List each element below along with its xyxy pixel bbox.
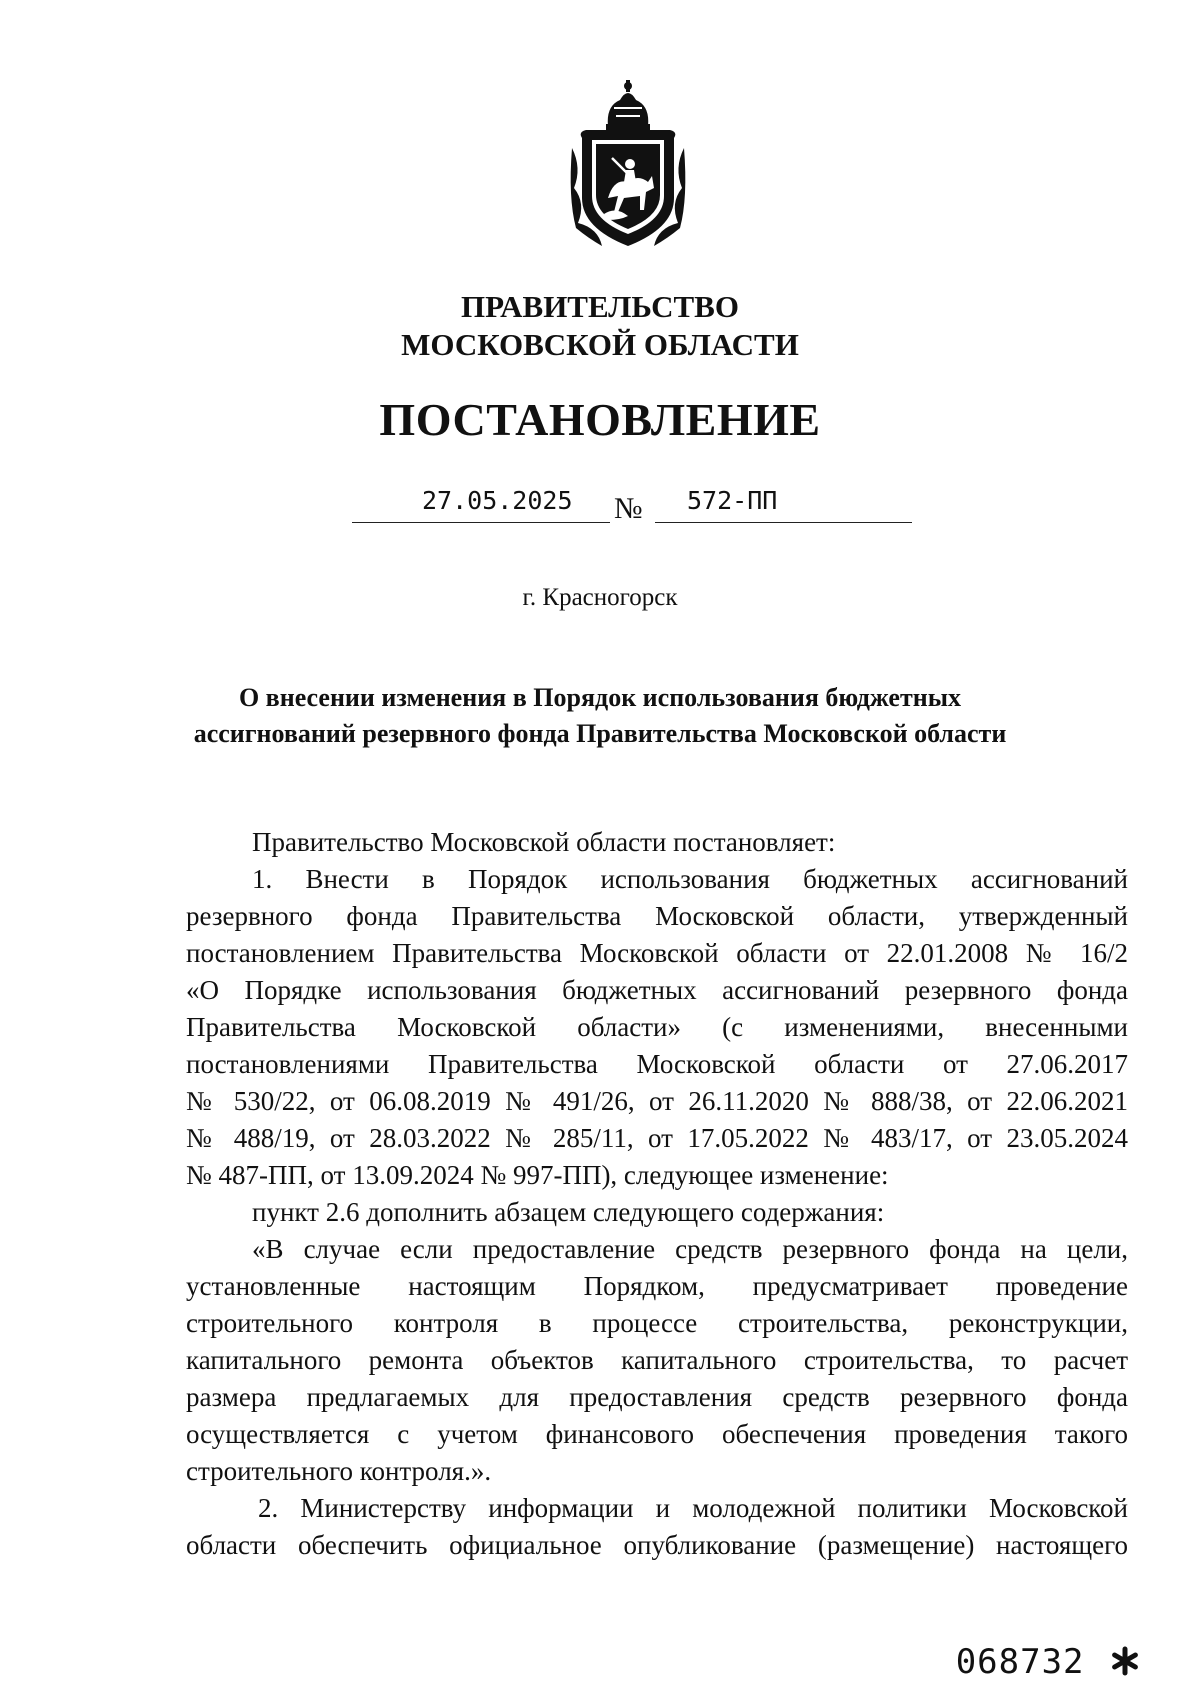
paragraph-line: резервного фонда Правительства Московской области, утвержденный [186, 901, 1128, 931]
document-type: ПОСТАНОВЛЕНИЕ [379, 394, 821, 445]
paragraph-line: № 530/22, от 06.08.2019 № 491/26, от 26.11.2020 № 888/38, от 22.06.2021 [186, 1086, 1128, 1116]
amendment-text [186, 1231, 1128, 1490]
paragraph-line: осуществляется с учетом финансового обеспечения проведения такого [186, 1419, 1128, 1449]
asterisk-icon [1110, 1646, 1140, 1676]
paragraph-line: капитального ремонта объектов капитального строительства, то расчет [186, 1345, 1128, 1375]
paragraph-line: строительного контроля в процессе строительства, реконструкции, [186, 1308, 1128, 1338]
serial-number [956, 1642, 1140, 1682]
title-line-1: О внесении изменения в Порядок использования бюджетных [238, 683, 962, 712]
preamble: Правительство Московской области постановляет: [252, 827, 836, 857]
serial-value: 068732 [955, 1642, 1085, 1682]
paragraph-line: 1. Внести в Порядок использования бюджетных ассигнований [252, 864, 1128, 894]
paragraph-line: установленные настоящим Порядком, предусматривает проведение [186, 1271, 1128, 1301]
paragraph-line: Правительства Московской области» (с изменениями, внесенными [186, 1012, 1128, 1042]
paragraph-line: 2. Министерству информации и молодежной политики Московской [258, 1493, 1128, 1523]
date-value: 27.05.2025 [422, 486, 573, 515]
paragraph-line: области обеспечить официальное опубликование (размещение) настоящего [186, 1530, 1128, 1560]
coat-of-arms-icon [568, 78, 688, 253]
paragraph-line: «О Порядке использования бюджетных ассигнований резервного фонда [186, 975, 1128, 1005]
paragraph-line: № 487-ПП, от 13.09.2024 № 997-ПП), следующее изменение: [186, 1160, 889, 1190]
document-body [186, 824, 1128, 1564]
date-field [352, 480, 610, 523]
paragraph-1 [186, 861, 1128, 1194]
number-field [655, 480, 912, 523]
registration-line [0, 480, 1200, 524]
paragraph-2 [186, 1490, 1128, 1564]
amendment-intro: пункт 2.6 дополнить абзацем следующего содержания: [252, 1197, 885, 1227]
paragraph-line: строительного контроля.». [186, 1456, 492, 1486]
paragraph-line: постановлениями Правительства Московской области от 27.06.2017 [186, 1049, 1128, 1079]
paragraph-line: «В случае если предоставление средств резервного фонда на цели, [252, 1234, 1128, 1264]
number-sign: № [614, 492, 643, 525]
issuer-name [0, 288, 1200, 364]
document-title [0, 680, 1200, 752]
paragraph-line: № 488/19, от 28.03.2022 № 285/11, от 17.05.2022 № 483/17, от 23.05.2024 [186, 1123, 1128, 1153]
number-value: 572-ПП [687, 486, 778, 515]
issuer-line-1: ПРАВИТЕЛЬСТВО [461, 289, 739, 324]
title-line-2: ассигнований резервного фонда Правительства Московской области [193, 719, 1007, 748]
paragraph-line: постановлением Правительства Московской области от 22.01.2008 № 16/2 [186, 938, 1128, 968]
paragraph-line: размера предлагаемых для предоставления средств резервного фонда [186, 1382, 1128, 1412]
issuer-line-2: МОСКОВСКОЙ ОБЛАСТИ [401, 327, 799, 362]
city-name: г. Красногорск [522, 584, 678, 611]
